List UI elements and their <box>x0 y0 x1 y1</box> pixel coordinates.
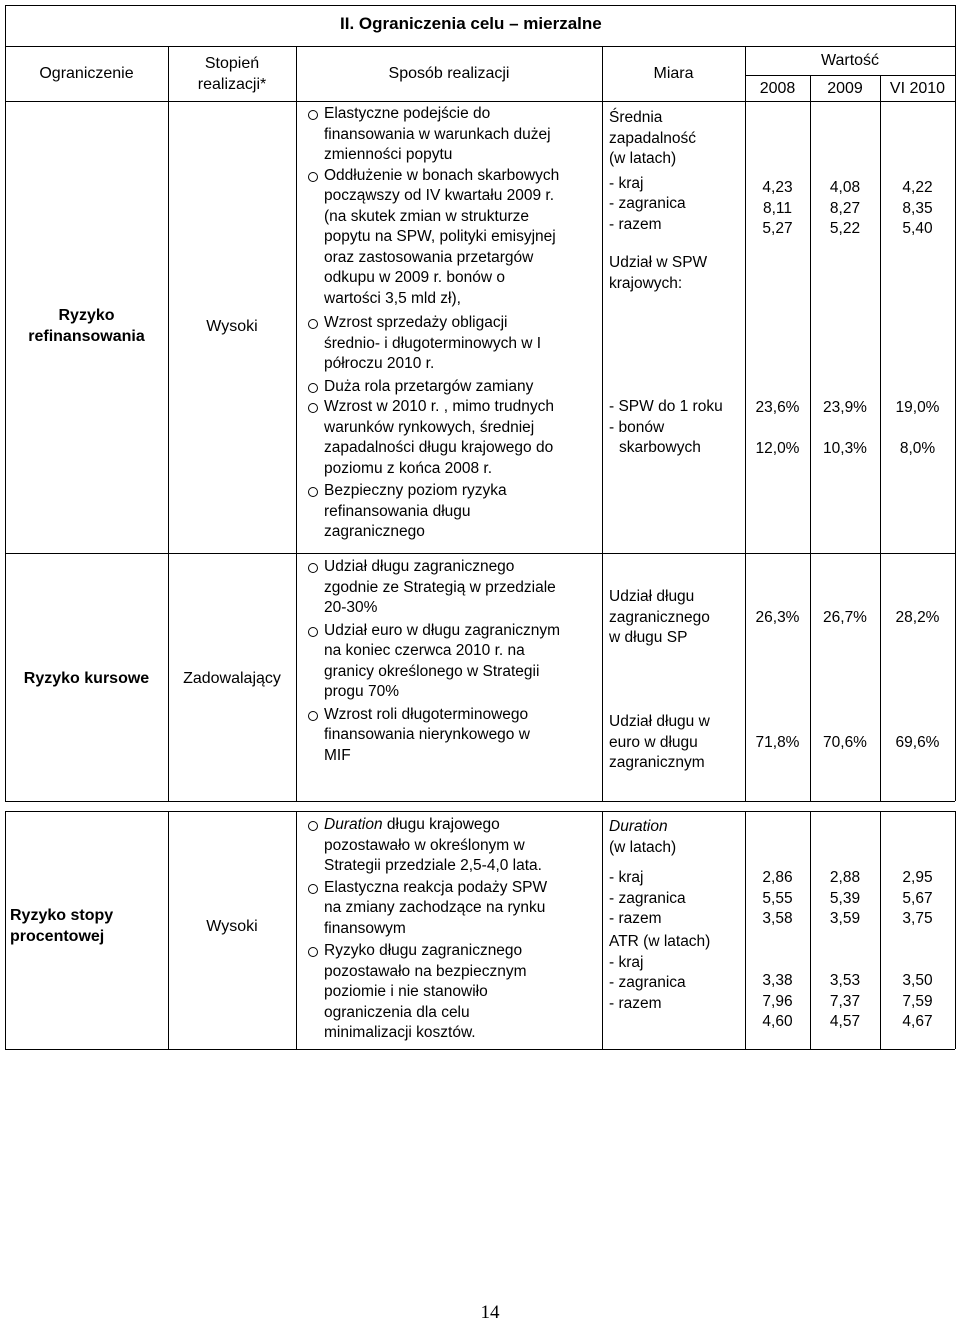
row2-sposob-list <box>324 557 560 766</box>
row2-value-b-2010: 69,6% <box>895 734 940 751</box>
row3-miara-b: ATR (w latach) - kraj - zagranica - razem <box>609 933 711 1012</box>
row2-miara-b: Udział długu w euro w długu zagranicznym <box>609 713 710 771</box>
header-year-2009: 2009 <box>827 80 863 97</box>
header-ograniczenie: Ograniczenie <box>39 65 134 82</box>
row3-values-b-2008: 3,38 7,96 4,60 <box>762 972 793 1030</box>
row2-value-a-2010: 28,2% <box>895 609 940 626</box>
header-wartosc: Wartość <box>820 52 880 69</box>
row2-stopien: Zadowalający <box>183 670 281 687</box>
header-year-2010: VI 2010 <box>889 80 946 97</box>
row1-values-a-2008: 4,23 8,11 5,27 <box>762 179 793 237</box>
row1-value-c-2009-a: 23,9% <box>823 399 867 416</box>
row3-ograniczenie: Ryzyko stopy procentowej <box>10 907 114 945</box>
row3-bullet-2: Elastyczna reakcja podaży SPW na zmiany zachodzące na rynku finansowym <box>324 878 547 940</box>
header-sposob: Sposób realizacji <box>388 65 510 82</box>
row1-bullet-6: Bezpieczny poziom ryzyka refinansowania długu zagranicznego <box>324 481 559 543</box>
row1-stopien: Wysoki <box>206 318 258 335</box>
row3-values-b-2010: 3,50 7,59 4,67 <box>902 972 933 1030</box>
row2-value-b-2008: 71,8% <box>755 734 800 751</box>
row1-value-c-2009-b: 10,3% <box>823 440 867 457</box>
row3-values-a-2010: 2,95 5,67 3,75 <box>902 869 933 927</box>
row2-bullet-1: Udział długu zagranicznego zgodnie ze Strategią w przedziale 20-30% <box>324 557 560 619</box>
header-stopien-line1: Stopień <box>204 55 260 72</box>
row1-value-c-2008-b: 12,0% <box>755 440 800 457</box>
row2-value-a-2009: 26,7% <box>823 609 867 626</box>
row1-bullet-5: Wzrost w 2010 r. , mimo trudnych warunków rynkowych, średniej zapadalności długu krajowego do poziomu z końca 2008 r. <box>324 397 559 479</box>
header-stopien-line2: realizacji* <box>197 76 267 93</box>
row1-value-c-2010-b: 8,0% <box>899 440 936 457</box>
row1-miara-a: Średnia zapadalność (w latach) - kraj - zagranica - razem <box>609 109 697 233</box>
row2-value-a-2008: 26,3% <box>755 609 800 626</box>
row3-values-a-2008: 2,86 5,55 3,58 <box>762 869 793 927</box>
row3-miara-a: Duration (w latach) - kraj - zagranica - razem <box>609 818 686 927</box>
row2-ograniczenie: Ryzyko kursowe <box>23 670 150 687</box>
row1-miara-b: Udział w SPW krajowych: <box>609 254 708 292</box>
row1-bullet-3: Wzrost sprzedaży obligacji średnio- i długoterminowych w I półroczu 2010 r. <box>324 313 559 375</box>
row2-value-b-2009: 70,6% <box>823 734 867 751</box>
row1-bullet-2: Oddłużenie w bonach skarbowych począwszy od IV kwartału 2009 r. (na skutek zmian w strukturze popytu na SPW, polityki emisyjnej oraz zastosowania przetargów odkupu w 2009 r. bonów o wartości 3,5 mld zł), <box>324 166 559 310</box>
row1-values-a-2009: 4,08 8,27 5,22 <box>829 179 861 237</box>
row1-values-a-2010: 4,22 8,35 5,40 <box>902 179 933 237</box>
row1-bullet-1: Elastyczne podejście do finansowania w warunkach dużej zmienności popytu <box>324 104 559 166</box>
row3-sposob-list <box>324 815 547 1044</box>
row1-sposob-list <box>324 104 559 543</box>
row3-bullet-1: Duration długu krajowego pozostawało w określonym w Strategii przedziale 2,5-4,0 lata. <box>324 815 547 877</box>
row2-bullet-3: Wzrost roli długoterminowego finansowania nierynkowego w MIF <box>324 705 560 767</box>
row3-values-b-2009: 3,53 7,37 4,57 <box>829 972 861 1030</box>
row1-value-c-2008-a: 23,6% <box>755 399 800 416</box>
section-title: II. Ograniczenia celu – mierzalne <box>340 14 602 33</box>
header-year-2008: 2008 <box>759 80 796 97</box>
row2-miara-a: Udział długu zagranicznego w długu SP <box>609 588 710 646</box>
row1-ograniczenie-line1: Ryzyko <box>58 307 115 324</box>
page-number: 14 <box>480 1302 500 1323</box>
header-miara: Miara <box>653 65 694 82</box>
row1-value-c-2010-a: 19,0% <box>895 399 940 416</box>
row1-ograniczenie-line2: refinansowania <box>28 328 145 345</box>
row3-bullet-3: Ryzyko długu zagranicznego pozostawało na bezpiecznym poziomie i nie stanowiło ograniczenia dla celu minimalizacji kosztów. <box>324 941 547 1044</box>
row3-values-a-2009: 2,88 5,39 3,59 <box>829 869 861 927</box>
row1-bullet-4: Duża rola przetargów zamiany <box>324 377 559 398</box>
row2-bullet-2: Udział euro w długu zagranicznym na koniec czerwca 2010 r. na granicy określonego w Strategii progu 70% <box>324 621 560 703</box>
row3-stopien: Wysoki <box>206 918 258 935</box>
row1-miara-c: - SPW do 1 roku - bonów skarbowych <box>609 398 723 456</box>
